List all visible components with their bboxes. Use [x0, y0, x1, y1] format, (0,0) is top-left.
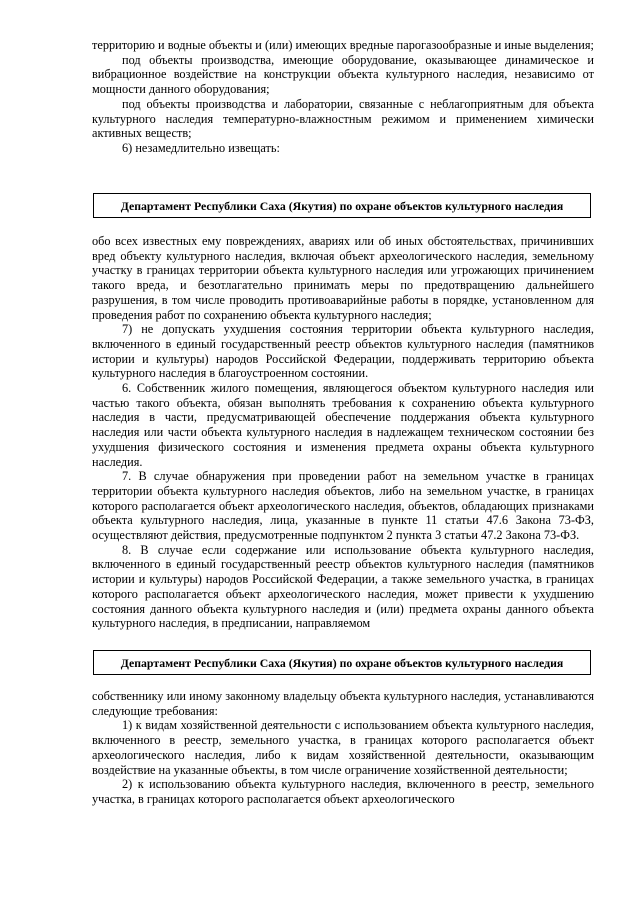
paragraph: 8. В случае если содержание или использование объекта культурного наследия, включенного в единый государственный реестр объектов культурного наследия (памятников истории и культуры) народов Российской Федерации, а также земельного участка, в границах которого располагается объект археологического наследия, может привести к ухудшению состояния данного объекта культурного наследия и (или) предмета охраны данного объекта культурного наследия, в предписании, направляемом: [92, 542, 594, 631]
paragraph: 2) к использованию объекта культурного наследия, включенного в реестр, земельного участка, в границах которого располагается объект археологического: [92, 777, 594, 806]
department-header: Департамент Республики Саха (Якутия) по охране объектов культурного наследия: [93, 650, 591, 675]
paragraph: территорию и водные объекты и (или) имеющих вредные парогазообразные и иные выделения;: [92, 38, 594, 52]
paragraph: под объекты производства и лаборатории, связанные с неблагоприятным для объекта культурного наследия температурно-влажностным режимом и применением химически активных веществ;: [92, 96, 594, 141]
paragraph: 1) к видам хозяйственной деятельности с использованием объекта культурного наследия, включенного в реестр, земельного участка, в границах которого располагается объект археологического наследия, либо к видам хозяйственной деятельности, оказывающим воздействие на указанные объекты, в том числе ограничение хозяйственной деятельности;: [92, 718, 594, 777]
paragraph: 6) незамедлительно извещать:: [122, 140, 280, 155]
department-header: Департамент Республики Саха (Якутия) по охране объектов культурного наследия: [93, 193, 591, 218]
text-section-2: [92, 234, 594, 631]
paragraph: собственнику или иному законному владельцу объекта культурного наследия, устанавливаются следующие требования:: [92, 689, 594, 718]
text-section-3: [92, 689, 594, 807]
text-section-1: [92, 38, 594, 156]
paragraph: обо всех известных ему повреждениях, авариях или об иных обстоятельствах, причинивших вред объекту культурного наследия, включая объект археологического наследия, земельному участку в границах территории объекта культурного наследия или угрожающих причинением такого вреда, и безотлагательно принимать меры по предотвращению дальнейшего разрушения, в том числе проводить противоаварийные работы в порядке, установленном для проведения работ по сохранению объекта культурного наследия;: [92, 234, 594, 322]
paragraph: 7. В случае обнаружения при проведении работ на земельном участке в границах территории объекта культурного наследия объектов, либо на земельном участке, в границах которого располагается объект археологического наследия, объектов, обладающих признаками объекта культурного наследия, лица, указанные в пункте 11 статьи 47.6 Закона 73-ФЗ, осуществляют действия, предусмотренные подпунктом 2 пункта 3 статьи 47.2 Закона 73-ФЗ.: [92, 469, 594, 543]
paragraph: под объекты производства, имеющие оборудование, оказывающее динамическое и вибрационное воздействие на конструкции объекта культурного наследия, независимо от мощности данного оборудования;: [92, 52, 594, 97]
paragraph: 7) не допускать ухудшения состояния территории объекта культурного наследия, включенного в единый государственный реестр объектов культурного наследия (памятников истории и культуры) народов Российской Федерации, поддерживать территорию объекта культурного наследия в благоустроенном состоянии.: [92, 322, 594, 381]
paragraph: 6. Собственник жилого помещения, являющегося объектом культурного наследия или частью такого объекта, обязан выполнять требования к сохранению объекта культурного наследия в части, предусматривающей обеспечение поддержания объекта культурного наследия или части объекта культурного наследия в надлежащем техническом состоянии без ухудшения физического состояния и изменения предмета охраны объекта культурного наследия.: [92, 381, 594, 469]
